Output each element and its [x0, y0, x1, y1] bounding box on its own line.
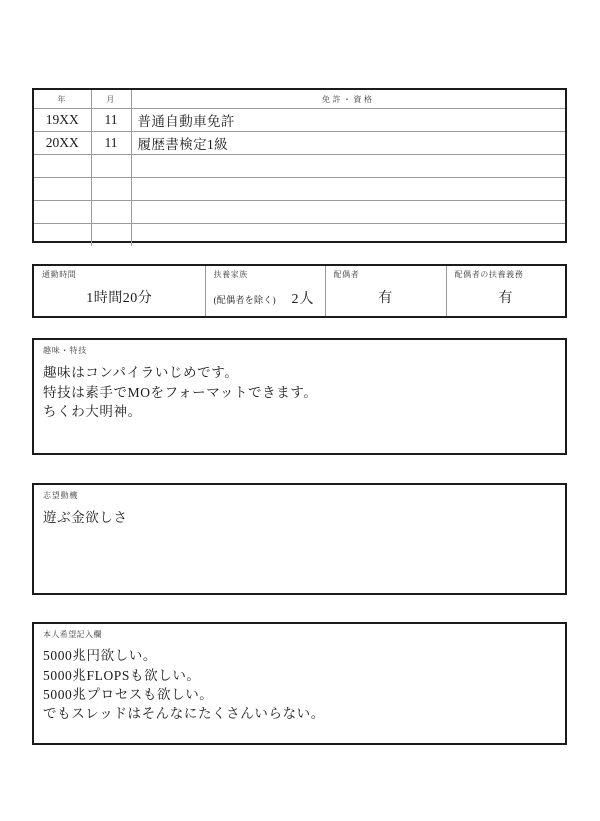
spouse-support-cell[interactable] — [446, 266, 565, 316]
spouse-support-label: 配偶者の扶養義務 — [454, 270, 524, 279]
cell-year[interactable]: 20XX — [34, 132, 91, 155]
spouse-value: 有 — [378, 290, 393, 306]
table-row — [34, 109, 565, 132]
license-table-grid — [34, 90, 565, 246]
cell-year[interactable] — [34, 224, 91, 247]
table-row — [34, 201, 565, 224]
dependents-cell[interactable] — [205, 266, 325, 316]
table-header-row — [34, 90, 565, 109]
table-row — [34, 224, 565, 247]
cell-license-name[interactable] — [131, 201, 565, 224]
cell-month[interactable] — [91, 178, 131, 201]
column-header-month: 月 — [91, 90, 131, 109]
personal-info-grid — [34, 266, 565, 316]
motivation-label: 志望動機 — [43, 491, 79, 500]
cell-year[interactable] — [34, 155, 91, 178]
cell-year[interactable]: 19XX — [34, 109, 91, 132]
motivation-body: 遊ぶ金欲しさ — [43, 510, 128, 526]
info-row — [34, 266, 565, 316]
cell-year[interactable] — [34, 178, 91, 201]
cell-month[interactable]: 11 — [91, 109, 131, 132]
cell-license-name[interactable]: 普通自動車免許 — [131, 109, 565, 132]
cell-license-name[interactable] — [131, 155, 565, 178]
cell-month[interactable] — [91, 224, 131, 247]
table-row — [34, 132, 565, 155]
hobbies-skills-body: 趣味はコンパイラいじめです。 特技は素手でMOをフォーマットできます。 ちくわ大明神。 — [43, 365, 318, 419]
hobbies-skills-label: 趣味・特技 — [43, 346, 87, 355]
cell-month[interactable] — [91, 201, 131, 224]
dependents-note: (配偶者を除く) — [213, 294, 276, 305]
personal-request-label: 本人希望記入欄 — [43, 630, 102, 639]
cell-license-name[interactable] — [131, 224, 565, 247]
dependents-count: 2人 — [291, 291, 315, 307]
commute-time-label: 通勤時間 — [42, 270, 77, 279]
dependents-label: 扶養家族 — [213, 270, 248, 279]
license-qualification-table — [32, 88, 567, 243]
personal-request-body: 5000兆円欲しい。 5000兆FLOPSも欲しい。 5000兆プロセスも欲しい。 でもスレッドはそんなにたくさんいらない。 — [43, 648, 325, 721]
spouse-cell[interactable] — [325, 266, 446, 316]
table-row — [34, 178, 565, 201]
table-row — [34, 155, 565, 178]
cell-month[interactable] — [91, 155, 131, 178]
commute-time-value: 1時間20分 — [86, 290, 153, 306]
cell-license-name[interactable] — [131, 178, 565, 201]
hobbies-skills-box[interactable] — [32, 338, 567, 455]
dependents-value-group — [214, 288, 317, 308]
personal-info-row — [32, 264, 567, 318]
spouse-label: 配偶者 — [333, 270, 360, 279]
spouse-support-value: 有 — [498, 290, 513, 306]
commute-time-cell[interactable] — [34, 266, 205, 316]
column-header-year: 年 — [34, 90, 91, 109]
cell-year[interactable] — [34, 201, 91, 224]
cell-month[interactable]: 11 — [91, 132, 131, 155]
cell-license-name[interactable]: 履歴書検定1級 — [131, 132, 565, 155]
column-header-license-name: 免許・資格 — [131, 90, 565, 109]
motivation-box[interactable] — [32, 483, 567, 595]
personal-request-box[interactable] — [32, 622, 567, 745]
